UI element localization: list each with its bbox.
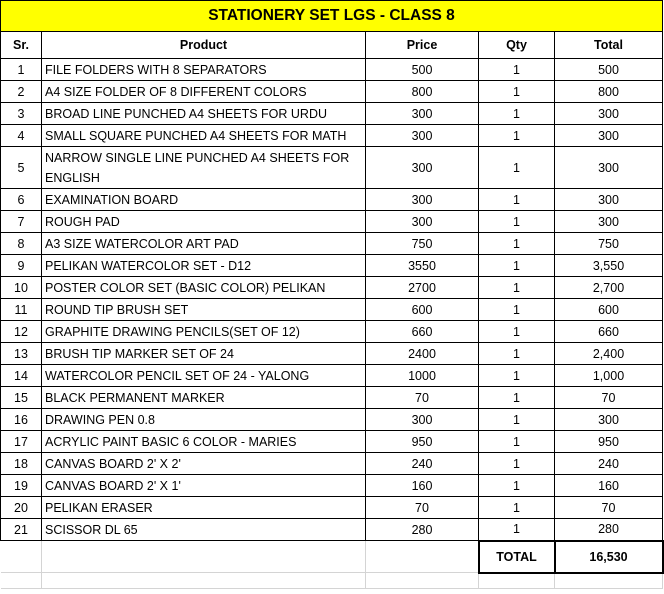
cell-price[interactable]: 750	[366, 233, 479, 255]
table-row	[1, 147, 663, 189]
cell-qty[interactable]: 1	[479, 387, 555, 409]
cell-sr[interactable]: 18	[1, 453, 42, 475]
cell-qty[interactable]: 1	[479, 475, 555, 497]
cell-sr[interactable]: 16	[1, 409, 42, 431]
cell-total[interactable]: 280	[555, 519, 663, 541]
cell-total[interactable]: 3,550	[555, 255, 663, 277]
empty-cell[interactable]	[1, 573, 42, 589]
cell-sr[interactable]: 13	[1, 343, 42, 365]
cell-total[interactable]: 750	[555, 233, 663, 255]
cell-price[interactable]: 240	[366, 453, 479, 475]
empty-cell[interactable]	[479, 573, 555, 589]
empty-cell[interactable]	[42, 573, 366, 589]
table-row	[1, 453, 663, 475]
cell-price[interactable]: 1000	[366, 365, 479, 387]
cell-qty[interactable]: 1	[479, 497, 555, 519]
cell-sr[interactable]: 1	[1, 59, 42, 81]
cell-qty[interactable]: 1	[479, 299, 555, 321]
cell-sr[interactable]: 7	[1, 211, 42, 233]
cell-price[interactable]: 300	[366, 125, 479, 147]
cell-total[interactable]: 300	[555, 103, 663, 125]
cell-total[interactable]: 2,400	[555, 343, 663, 365]
cell-qty[interactable]: 1	[479, 519, 555, 541]
cell-product[interactable]: BLACK PERMANENT MARKER	[42, 387, 366, 409]
cell-total[interactable]: 70	[555, 497, 663, 519]
cell-product[interactable]: DRAWING PEN 0.8	[42, 409, 366, 431]
cell-qty[interactable]: 1	[479, 189, 555, 211]
cell-sr[interactable]: 17	[1, 431, 42, 453]
table-row	[1, 497, 663, 519]
cell-product[interactable]: WATERCOLOR PENCIL SET OF 24 - YALONG	[42, 365, 366, 387]
table-row	[1, 365, 663, 387]
table-row	[1, 189, 663, 211]
total-row	[1, 541, 663, 573]
cell-qty[interactable]: 1	[479, 233, 555, 255]
cell-product[interactable]: ROUGH PAD	[42, 211, 366, 233]
table-row	[1, 343, 663, 365]
empty-cell[interactable]	[1, 541, 42, 573]
cell-sr[interactable]: 4	[1, 125, 42, 147]
table-row	[1, 125, 663, 147]
cell-product[interactable]: EXAMINATION BOARD	[42, 189, 366, 211]
cell-sr[interactable]: 20	[1, 497, 42, 519]
cell-total[interactable]: 240	[555, 453, 663, 475]
cell-qty[interactable]: 1	[479, 147, 555, 189]
cell-price[interactable]: 300	[366, 211, 479, 233]
cell-qty[interactable]: 1	[479, 125, 555, 147]
cell-sr[interactable]: 8	[1, 233, 42, 255]
table-row	[1, 321, 663, 343]
cell-qty[interactable]: 1	[479, 277, 555, 299]
cell-price[interactable]: 3550	[366, 255, 479, 277]
empty-row	[1, 573, 663, 589]
table-row	[1, 387, 663, 409]
cell-product[interactable]: BROAD LINE PUNCHED A4 SHEETS FOR URDU	[42, 103, 366, 125]
cell-sr[interactable]: 15	[1, 387, 42, 409]
cell-total[interactable]: 300	[555, 125, 663, 147]
cell-product[interactable]: SCISSOR DL 65	[42, 519, 366, 541]
cell-price[interactable]: 500	[366, 59, 479, 81]
cell-total[interactable]: 300	[555, 211, 663, 233]
table-row	[1, 431, 663, 453]
cell-product[interactable]: ROUND TIP BRUSH SET	[42, 299, 366, 321]
cell-sr[interactable]: 3	[1, 103, 42, 125]
table-row	[1, 233, 663, 255]
cell-sr[interactable]: 19	[1, 475, 42, 497]
cell-price[interactable]: 2400	[366, 343, 479, 365]
cell-sr[interactable]: 6	[1, 189, 42, 211]
cell-total[interactable]: 500	[555, 59, 663, 81]
cell-total[interactable]: 2,700	[555, 277, 663, 299]
total-value[interactable]: 16,530	[555, 541, 663, 573]
header-sr[interactable]: Sr.	[1, 32, 42, 59]
cell-sr[interactable]: 21	[1, 519, 42, 541]
cell-qty[interactable]: 1	[479, 211, 555, 233]
cell-qty[interactable]: 1	[479, 81, 555, 103]
cell-product[interactable]: PELIKAN WATERCOLOR SET - D12	[42, 255, 366, 277]
total-label[interactable]: TOTAL	[479, 541, 555, 573]
empty-cell[interactable]	[366, 541, 479, 573]
cell-price[interactable]: 300	[366, 409, 479, 431]
empty-cell[interactable]	[42, 541, 366, 573]
table-row	[1, 103, 663, 125]
cell-product[interactable]: A4 SIZE FOLDER OF 8 DIFFERENT COLORS	[42, 81, 366, 103]
cell-sr[interactable]: 14	[1, 365, 42, 387]
empty-cell[interactable]	[366, 573, 479, 589]
cell-product[interactable]: A3 SIZE WATERCOLOR ART PAD	[42, 233, 366, 255]
cell-product[interactable]: BRUSH TIP MARKER SET OF 24	[42, 343, 366, 365]
header-total[interactable]: Total	[555, 32, 663, 59]
cell-sr[interactable]: 2	[1, 81, 42, 103]
cell-qty[interactable]: 1	[479, 343, 555, 365]
header-row	[1, 32, 663, 59]
cell-product[interactable]: CANVAS BOARD 2' X 2'	[42, 453, 366, 475]
cell-price[interactable]: 300	[366, 103, 479, 125]
title-row	[1, 1, 663, 32]
table-row	[1, 519, 663, 541]
cell-product[interactable]: CANVAS BOARD 2' X 1'	[42, 475, 366, 497]
cell-total[interactable]: 300	[555, 409, 663, 431]
cell-qty[interactable]: 1	[479, 365, 555, 387]
table-row	[1, 255, 663, 277]
table-row	[1, 299, 663, 321]
cell-qty[interactable]: 1	[479, 103, 555, 125]
table-row	[1, 211, 663, 233]
cell-qty[interactable]: 1	[479, 59, 555, 81]
cell-price[interactable]: 950	[366, 431, 479, 453]
cell-total[interactable]: 600	[555, 299, 663, 321]
cell-product[interactable]: PELIKAN ERASER	[42, 497, 366, 519]
cell-total[interactable]: 950	[555, 431, 663, 453]
cell-price[interactable]: 160	[366, 475, 479, 497]
cell-price[interactable]: 2700	[366, 277, 479, 299]
cell-total[interactable]: 660	[555, 321, 663, 343]
cell-sr[interactable]: 5	[1, 147, 42, 189]
cell-qty[interactable]: 1	[479, 409, 555, 431]
cell-price[interactable]: 70	[366, 497, 479, 519]
cell-sr[interactable]: 10	[1, 277, 42, 299]
table-row	[1, 59, 663, 81]
cell-qty[interactable]: 1	[479, 321, 555, 343]
cell-qty[interactable]: 1	[479, 255, 555, 277]
cell-sr[interactable]: 9	[1, 255, 42, 277]
cell-price[interactable]: 600	[366, 299, 479, 321]
cell-product[interactable]: POSTER COLOR SET (BASIC COLOR) PELIKAN	[42, 277, 366, 299]
header-price[interactable]: Price	[366, 32, 479, 59]
cell-price[interactable]: 300	[366, 189, 479, 211]
sheet-title[interactable]: STATIONERY SET LGS - CLASS 8	[1, 1, 663, 32]
cell-product[interactable]: SMALL SQUARE PUNCHED A4 SHEETS FOR MATH	[42, 125, 366, 147]
cell-product[interactable]: GRAPHITE DRAWING PENCILS(SET OF 12)	[42, 321, 366, 343]
cell-price[interactable]: 800	[366, 81, 479, 103]
header-product[interactable]: Product	[42, 32, 366, 59]
cell-qty[interactable]: 1	[479, 453, 555, 475]
cell-qty[interactable]: 1	[479, 431, 555, 453]
table-row	[1, 81, 663, 103]
cell-product[interactable]: ACRYLIC PAINT BASIC 6 COLOR - MARIES	[42, 431, 366, 453]
table-row	[1, 409, 663, 431]
cell-sr[interactable]: 12	[1, 321, 42, 343]
cell-total[interactable]: 160	[555, 475, 663, 497]
header-qty[interactable]: Qty	[479, 32, 555, 59]
cell-sr[interactable]: 11	[1, 299, 42, 321]
table-row	[1, 475, 663, 497]
cell-product[interactable]: NARROW SINGLE LINE PUNCHED A4 SHEETS FOR ENGLISH	[42, 147, 366, 189]
empty-cell[interactable]	[555, 573, 663, 589]
cell-product[interactable]: FILE FOLDERS WITH 8 SEPARATORS	[42, 59, 366, 81]
table-row	[1, 277, 663, 299]
cell-total[interactable]: 70	[555, 387, 663, 409]
cell-total[interactable]: 800	[555, 81, 663, 103]
cell-total[interactable]: 1,000	[555, 365, 663, 387]
cell-price[interactable]: 70	[366, 387, 479, 409]
cell-price[interactable]: 280	[366, 519, 479, 541]
cell-total[interactable]: 300	[555, 147, 663, 189]
cell-price[interactable]: 660	[366, 321, 479, 343]
cell-price[interactable]: 300	[366, 147, 479, 189]
cell-total[interactable]: 300	[555, 189, 663, 211]
